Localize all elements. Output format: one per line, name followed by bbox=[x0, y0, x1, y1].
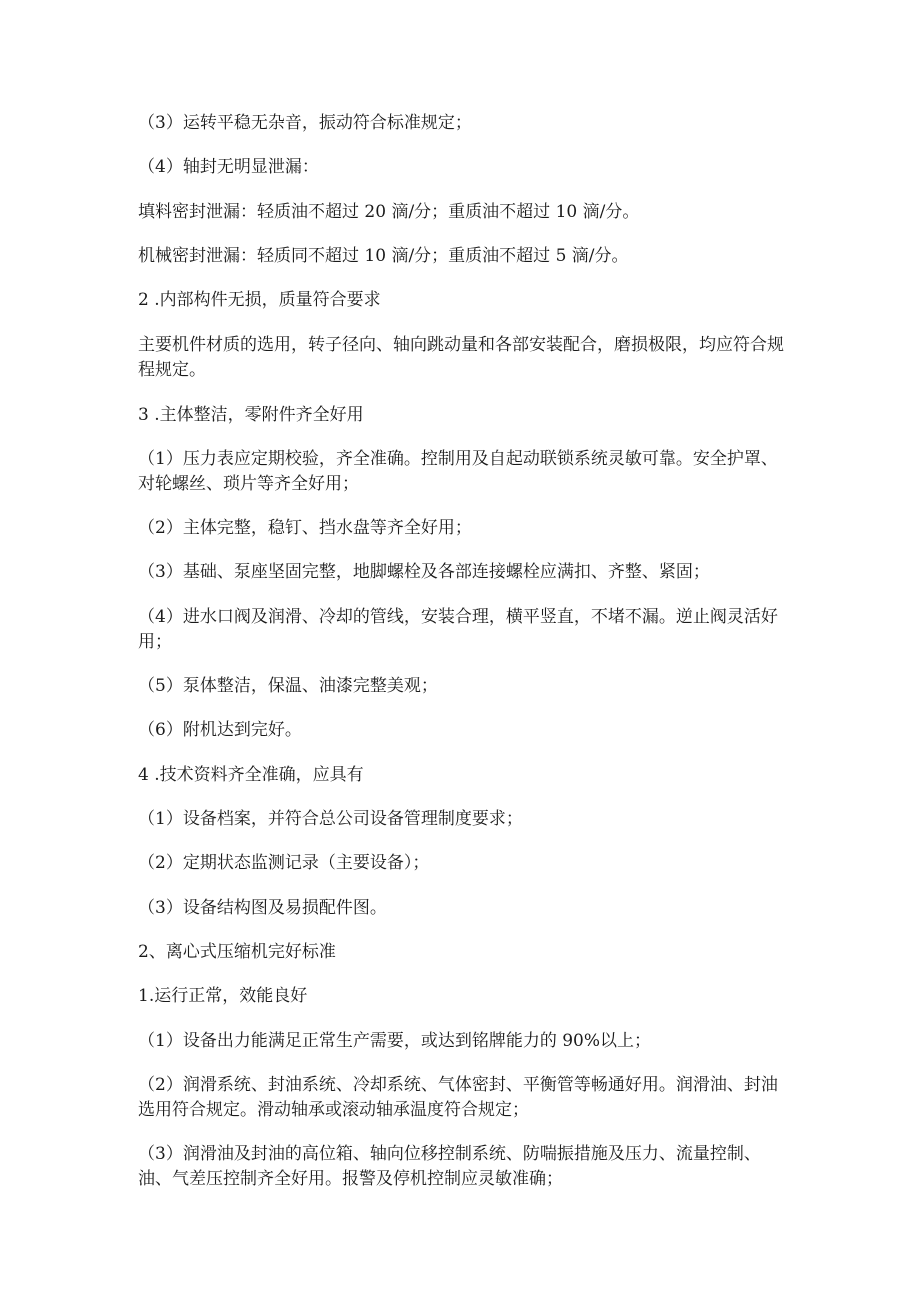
paragraph: （1）设备出力能满足正常生产需要，或达到铭牌能力的 90%以上； bbox=[138, 1031, 652, 1051]
paragraph: （1）设备档案，并符合总公司设备管理制度要求； bbox=[138, 809, 523, 829]
paragraph: （2）润滑系统、封油系统、冷却系统、气体密封、平衡管等畅通好用。润滑油、封油选用符合规定。滑动轴承或滚动轴承温度符合规定； bbox=[138, 1075, 778, 1120]
paragraph: （3）设备结构图及易损配件图。 bbox=[138, 898, 387, 918]
section-heading: 2 .内部构件无损，质量符合要求 bbox=[138, 290, 381, 310]
paragraph: （3）润滑油及封油的高位箱、轴向位移控制系统、防喘振措施及压力、流量控制、油、气差压控制齐全好用。报警及停机控制应灵敏准确； bbox=[138, 1144, 761, 1189]
paragraph: 填料密封泄漏：轻质油不超过 20 滴/分；重质油不超过 10 滴/分。 bbox=[138, 202, 640, 222]
paragraph: （3）基础、泵座坚固完整，地脚螺栓及各部连接螺栓应满扣、齐整、紧固； bbox=[138, 562, 710, 582]
paragraph: （1）压力表应定期校验，齐全准确。控制用及自起动联锁系统灵敏可靠。安全护罩、对轮螺丝、琐片等齐全好用； bbox=[138, 449, 778, 494]
paragraph: （4）轴封无明显泄漏： bbox=[138, 157, 319, 177]
paragraph: 主要机件材质的选用，转子径向、轴向跳动量和各部安装配合，磨损极限，均应符合规程规定。 bbox=[138, 335, 784, 380]
section-heading: 1.运行正常，效能良好 bbox=[138, 986, 308, 1006]
paragraph: （2）主体完整，稳钉、挡水盘等齐全好用； bbox=[138, 518, 472, 538]
section-heading: 4 .技术资料齐全准确，应具有 bbox=[138, 765, 364, 785]
paragraph: （3）运转平稳无杂音，振动符合标准规定； bbox=[138, 113, 472, 133]
section-heading: 2、离心式压缩机完好标准 bbox=[138, 942, 336, 962]
paragraph: （4）进水口阀及润滑、冷却的管线，安装合理，横平竖直，不堵不漏。逆止阀灵活好用； bbox=[138, 607, 778, 652]
paragraph: （5）泵体整洁，保温、油漆完整美观； bbox=[138, 676, 438, 696]
paragraph: （2）定期状态监测记录（主要设备）； bbox=[138, 853, 430, 873]
paragraph: （6）附机达到完好。 bbox=[138, 720, 302, 740]
paragraph: 机械密封泄漏：轻质同不超过 10 滴/分；重质油不超过 5 滴/分。 bbox=[138, 246, 629, 266]
section-heading: 3 .主体整洁，零附件齐全好用 bbox=[138, 405, 364, 425]
